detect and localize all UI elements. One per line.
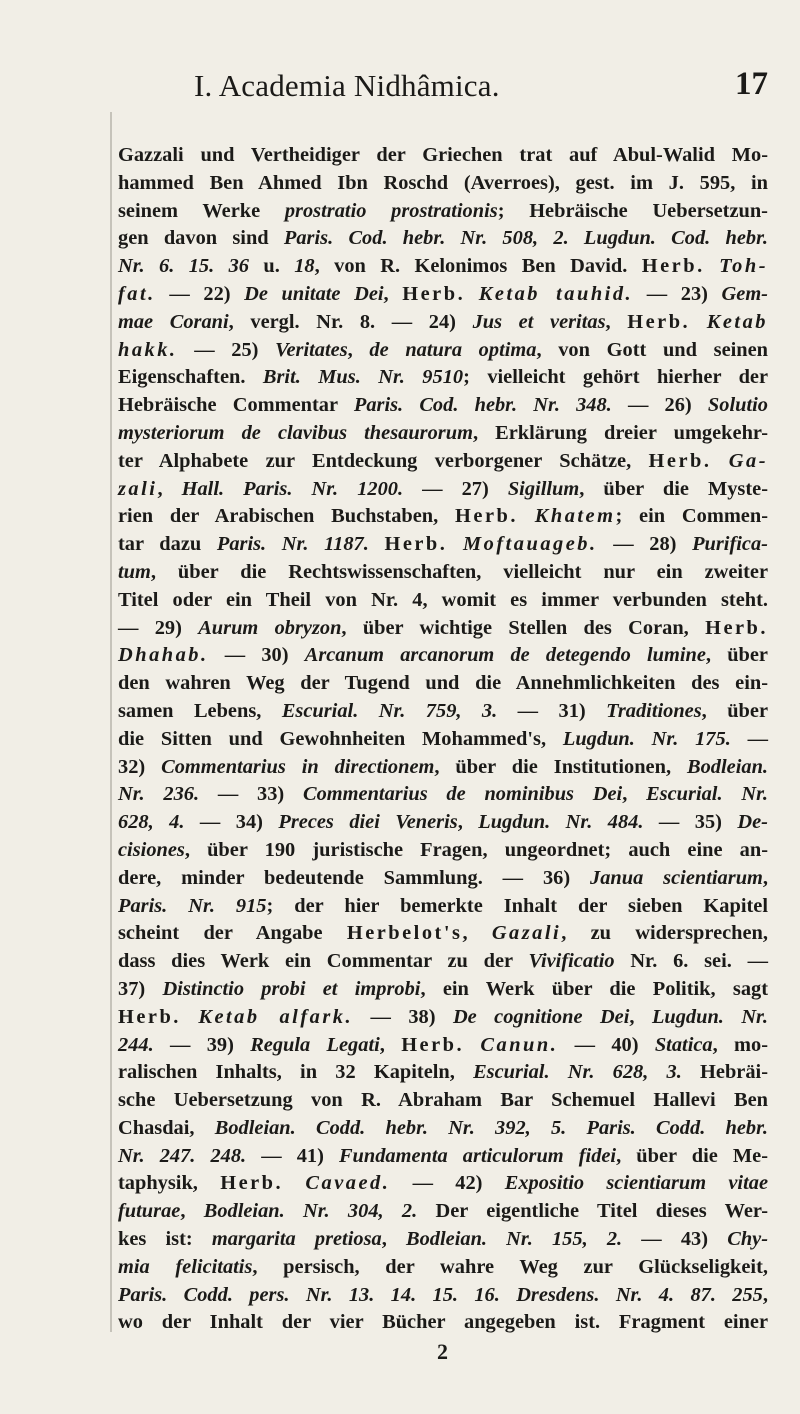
- text-run: — 41): [246, 1144, 339, 1167]
- text-run: ,: [622, 783, 647, 806]
- text-line: [118, 976, 768, 1004]
- page-header: [112, 62, 768, 106]
- page-number: 17: [735, 66, 768, 102]
- text-run: ,: [462, 922, 492, 945]
- italic-text-run: Janua scientiarum: [590, 866, 763, 889]
- text-line: [118, 1170, 768, 1198]
- italic-text-run: Escurial. Nr. 759, 3.: [281, 699, 498, 722]
- text-run: [369, 533, 385, 555]
- signature-mark: 2: [437, 1339, 449, 1365]
- text-run: — 31): [497, 699, 607, 722]
- italic-text-run: Bodleian. Nr. 304, 2.: [203, 1200, 418, 1223]
- text-run: — 26): [611, 394, 708, 417]
- text-run: , über die Me-: [616, 1144, 768, 1167]
- text-line: [118, 448, 768, 476]
- text-run: ,: [157, 477, 182, 500]
- text-line: [118, 1282, 768, 1310]
- italic-text-run: Nr. 236.: [118, 783, 200, 806]
- spaced-text-run: Herb.: [384, 533, 448, 556]
- text-line: [118, 1087, 768, 1115]
- text-line: [118, 781, 768, 809]
- text-run: ,: [381, 1228, 406, 1251]
- text-run: u.: [249, 255, 295, 278]
- italic-text-run: Lugdun. Nr. 175.: [562, 727, 731, 750]
- text-line: [118, 837, 768, 865]
- text-line: [118, 142, 768, 170]
- text-run: , über: [701, 699, 768, 722]
- text-run: — 35): [643, 811, 738, 834]
- italic-text-run: Preces diei Veneris: [278, 811, 458, 834]
- italic-text-run: Paris. Cod. hebr. Nr. 348.: [353, 394, 612, 417]
- italic-text-run: de natura optima: [369, 338, 537, 361]
- text-run: die Sitten und Gewohnheiten Mohammed's,: [118, 727, 563, 750]
- italic-spaced-text-run: Dhahab.: [118, 644, 209, 667]
- text-run: — 38): [353, 1005, 453, 1028]
- text-run: dass dies Werk ein Commentar zu der: [118, 950, 529, 973]
- text-run: [464, 1034, 480, 1056]
- text-run: ,: [762, 1283, 768, 1306]
- text-line: [118, 809, 768, 837]
- italic-text-run: mysteriorum de clavibus thesaurorum: [118, 421, 473, 444]
- text-run: ,: [457, 811, 479, 834]
- text-run: — 42): [390, 1172, 505, 1195]
- text-run: , Erklärung dreier umgekehr-: [472, 421, 768, 444]
- text-line: [118, 337, 768, 365]
- italic-text-run: Escurial. Nr.: [646, 783, 768, 806]
- text-run: — 29): [118, 616, 199, 639]
- text-run: samen Lebens,: [118, 699, 282, 722]
- italic-spaced-text-run: Cavaed.: [305, 1172, 391, 1195]
- text-run: , vergl. Nr. 8. — 24): [228, 310, 473, 333]
- text-line: [118, 1198, 768, 1226]
- italic-spaced-text-run: Moftauageb.: [463, 533, 598, 556]
- italic-text-run: Commentarius in directionem: [161, 755, 435, 778]
- text-line: [118, 281, 768, 309]
- text-line: [118, 1004, 768, 1032]
- body-text: [118, 142, 768, 1337]
- italic-text-run: De cognitione Dei: [452, 1005, 630, 1028]
- text-line: [118, 754, 768, 782]
- text-run: , von R. Kelonimos Ben David.: [314, 255, 642, 278]
- text-run: ,: [347, 338, 370, 361]
- italic-spaced-text-run: Toh-: [719, 255, 768, 278]
- text-run: Chasdai,: [118, 1116, 215, 1139]
- text-line: [118, 642, 768, 670]
- text-run: , über wichtige Stellen des Coran,: [341, 616, 706, 639]
- text-run: [690, 311, 707, 333]
- text-run: , über 190 juristische Fragen, ungeordnet; auch eine an-: [184, 838, 768, 861]
- text-run: ,: [629, 1005, 652, 1028]
- italic-text-run: Purifica-: [692, 533, 768, 556]
- text-run: ,: [762, 866, 768, 889]
- italic-text-run: Regula Legati: [250, 1033, 380, 1056]
- spaced-text-run: Herb.: [220, 1172, 284, 1195]
- text-run: ,: [379, 1033, 402, 1056]
- italic-spaced-text-run: Ga-: [728, 449, 768, 472]
- text-line: [118, 1032, 768, 1060]
- text-run: — 33): [199, 783, 303, 806]
- text-run: ter Alphabete zur Entdeckung verborgener Schätze,: [118, 449, 649, 472]
- italic-spaced-text-run: zali: [118, 477, 158, 500]
- spaced-text-run: Herb.: [648, 449, 712, 472]
- text-run: , von Gott und seinen: [536, 338, 769, 361]
- italic-text-run: margarita pretiosa: [211, 1228, 382, 1251]
- text-run: den wahren Weg der Tugend und die Annehmlichkeiten des ein-: [118, 672, 768, 695]
- italic-text-run: Gem-: [721, 282, 768, 305]
- text-line: [118, 1254, 768, 1282]
- italic-text-run: Escurial. Nr. 628, 3.: [473, 1061, 682, 1084]
- text-run: kes ist:: [118, 1228, 212, 1251]
- italic-text-run: Paris. Nr. 915: [118, 894, 267, 917]
- spaced-text-run: Herbelot's: [346, 922, 463, 945]
- italic-text-run: Jus et veritas: [472, 310, 606, 333]
- text-run: [711, 450, 728, 472]
- italic-spaced-text-run: fat.: [118, 282, 156, 305]
- italic-spaced-text-run: hakk.: [118, 338, 178, 361]
- text-line: [118, 948, 768, 976]
- spaced-text-run: Herb.: [118, 1005, 181, 1028]
- text-run: , über die Rechtswissenschaften, vielleicht nur ein zweiter: [150, 560, 768, 583]
- text-run: wo der Inhalt der vier Bücher angegeben ist. Fragment einer: [118, 1311, 768, 1334]
- text-line: [118, 920, 768, 948]
- text-run: , ein Werk über die Politik, sagt: [420, 977, 769, 1000]
- italic-text-run: Fundamenta articulorum fidei: [338, 1144, 617, 1167]
- text-line: [118, 253, 768, 281]
- text-run: Hebräische Commentar: [118, 394, 354, 417]
- italic-text-run: Bodleian.: [687, 755, 769, 778]
- italic-text-run: Paris. Codd. pers. Nr. 13. 14. 15. 16. Dresdens. Nr. 4. 87. 255: [118, 1283, 763, 1306]
- text-run: ; ein Commen-: [615, 505, 768, 528]
- italic-text-run: Bodleian. Codd. hebr. Nr. 392, 5. Paris. Codd. hebr.: [214, 1116, 769, 1139]
- text-run: taphysik,: [118, 1172, 221, 1195]
- italic-text-run: Commentarius de nominibus Dei: [303, 783, 623, 806]
- italic-spaced-text-run: Canun.: [480, 1033, 559, 1056]
- text-run: , zu widersprechen,: [561, 922, 768, 945]
- italic-text-run: Paris. Nr. 1187.: [216, 533, 369, 556]
- spaced-text-run: Herb.: [705, 616, 768, 639]
- italic-text-run: Aurum obryzon: [198, 616, 342, 639]
- text-run: Der eigentliche Titel dieses Wer-: [417, 1200, 768, 1223]
- italic-text-run: Solutio: [707, 394, 768, 417]
- spaced-text-run: Herb.: [627, 310, 691, 333]
- text-run: Titel oder ein Theil von Nr. 4, womit es immer verbunden steht.: [118, 588, 768, 611]
- text-run: , über: [705, 644, 768, 667]
- text-line: [118, 1059, 768, 1087]
- text-run: ,: [180, 1200, 204, 1223]
- text-line: [118, 1115, 768, 1143]
- text-run: , über die Myste-: [579, 477, 768, 500]
- italic-text-run: mae Corani: [118, 310, 229, 333]
- italic-text-run: Sigillum: [507, 477, 580, 500]
- text-run: hammed Ben Ahmed Ibn Roschd (Averroes), gest. im J. 595, in: [118, 171, 768, 194]
- italic-text-run: Nr. 6. 15. 36: [118, 255, 249, 278]
- italic-text-run: prostratio prostrationis: [284, 199, 498, 222]
- italic-spaced-text-run: Ketab alfark.: [198, 1005, 354, 1028]
- spaced-text-run: Herb.: [455, 505, 518, 528]
- text-line: [118, 476, 768, 504]
- text-run: ; vielleicht gehört hierher der: [463, 366, 769, 389]
- text-run: ; Hebräische Uebersetzun-: [497, 199, 768, 222]
- text-run: sche Uebersetzung von R. Abraham Bar Schemuel Hallevi Ben: [118, 1089, 768, 1112]
- text-line: [118, 893, 768, 921]
- text-run: [518, 505, 535, 527]
- text-line: [118, 1226, 768, 1254]
- text-line: [118, 865, 768, 893]
- text-run: — 43): [622, 1228, 728, 1251]
- text-line: [118, 531, 768, 559]
- italic-text-run: Chy-: [727, 1228, 769, 1251]
- text-run: gen davon sind: [118, 227, 284, 250]
- text-line: [118, 309, 768, 337]
- text-run: Hebräi-: [681, 1061, 768, 1084]
- text-line: [118, 559, 768, 587]
- text-run: [465, 283, 479, 305]
- text-line: [118, 198, 768, 226]
- italic-text-run: Distinctio probi et improbi: [162, 977, 421, 1000]
- italic-text-run: Expositio scientiarum vitae: [504, 1172, 768, 1195]
- text-line: [118, 1309, 768, 1337]
- page-gutter-line: [110, 112, 112, 1332]
- text-run: ; der hier bemerkte Inhalt der sieben Kapitel: [266, 894, 769, 917]
- text-run: ,: [605, 310, 628, 333]
- text-run: — 34): [184, 811, 279, 834]
- italic-text-run: Lugdun. Nr. 484.: [478, 811, 644, 834]
- italic-spaced-text-run: Khatem: [534, 505, 616, 528]
- text-run: [705, 255, 719, 277]
- italic-text-run: Hall. Paris. Nr. 1200.: [181, 477, 404, 500]
- italic-text-run: De-: [737, 811, 768, 834]
- text-run: —: [730, 727, 768, 750]
- text-run: 32): [118, 755, 162, 778]
- text-run: ,: [383, 282, 403, 305]
- italic-text-run: Paris. Cod. hebr. Nr. 508, 2. Lugdun. Cod. hebr.: [283, 227, 768, 250]
- text-run: — 28): [597, 533, 693, 556]
- text-run: , persisch, der wahre Weg zur Glückseligkeit,: [252, 1255, 768, 1278]
- italic-text-run: Nr. 247. 248.: [118, 1144, 247, 1167]
- text-run: tar dazu: [118, 533, 217, 556]
- text-run: , mo-: [712, 1033, 768, 1056]
- italic-text-run: tum: [118, 560, 151, 583]
- spaced-text-run: Herb.: [641, 255, 705, 278]
- text-line: [118, 503, 768, 531]
- italic-spaced-text-run: Ketab: [706, 310, 768, 333]
- text-run: scheint der Angabe: [118, 922, 347, 945]
- text-run: — 25): [177, 338, 276, 361]
- text-run: — 22): [155, 282, 245, 305]
- text-line: [118, 670, 768, 698]
- text-run: [181, 1006, 198, 1028]
- italic-spaced-text-run: Gazali: [491, 922, 562, 945]
- text-run: 37): [118, 977, 163, 1000]
- text-run: [283, 1172, 305, 1194]
- italic-text-run: Arcanum arcanorum de detegendo lumine: [304, 644, 706, 667]
- text-run: dere, minder bedeutende Sammlung. — 36): [118, 866, 591, 889]
- text-run: — 39): [153, 1033, 251, 1056]
- spaced-text-run: Herb.: [402, 282, 466, 305]
- text-run: Eigenschaften.: [118, 366, 263, 389]
- italic-text-run: cisiones: [118, 838, 185, 861]
- text-run: ralischen Inhalts, in 32 Kapiteln,: [118, 1061, 474, 1084]
- italic-text-run: Statica: [654, 1033, 713, 1056]
- italic-text-run: 244.: [118, 1033, 154, 1056]
- text-line: [118, 392, 768, 420]
- text-run: — 27): [403, 477, 508, 500]
- text-run: , über die Institutionen,: [434, 755, 687, 778]
- italic-spaced-text-run: Ketab tauhid.: [478, 282, 634, 305]
- italic-text-run: 18: [294, 255, 315, 278]
- running-head: I. Academia Nidhâmica.: [194, 68, 500, 103]
- text-line: [118, 587, 768, 615]
- text-run: — 40): [558, 1033, 655, 1056]
- italic-text-run: Bodleian. Nr. 155, 2.: [406, 1228, 623, 1251]
- text-line: [118, 170, 768, 198]
- text-line: [118, 225, 768, 253]
- text-run: seinem Werke: [118, 199, 285, 222]
- italic-text-run: Lugdun. Nr.: [651, 1005, 768, 1028]
- text-line: [118, 1143, 768, 1171]
- italic-text-run: Vivificatio: [528, 950, 615, 973]
- italic-text-run: De unitate Dei: [244, 282, 384, 305]
- text-line: [118, 364, 768, 392]
- spaced-text-run: Herb.: [401, 1033, 465, 1056]
- italic-text-run: 628, 4.: [118, 811, 185, 834]
- text-line: [118, 615, 768, 643]
- text-run: — 23): [633, 282, 722, 305]
- italic-text-run: Brit. Mus. Nr. 9510: [262, 366, 464, 389]
- italic-text-run: mia felicitatis: [118, 1255, 253, 1278]
- text-line: [118, 698, 768, 726]
- italic-text-run: Veritates: [275, 338, 348, 361]
- text-run: [447, 533, 463, 555]
- text-line: [118, 420, 768, 448]
- text-run: — 30): [208, 644, 305, 667]
- text-line: [118, 726, 768, 754]
- text-run: rien der Arabischen Buchstaben,: [118, 505, 456, 528]
- italic-text-run: futurae: [118, 1200, 181, 1223]
- text-run: Gazzali und Vertheidiger der Griechen trat auf Abul-Walid Mo-: [118, 144, 768, 166]
- text-run: Nr. 6. sei. —: [614, 950, 768, 973]
- italic-text-run: Traditiones: [606, 699, 702, 722]
